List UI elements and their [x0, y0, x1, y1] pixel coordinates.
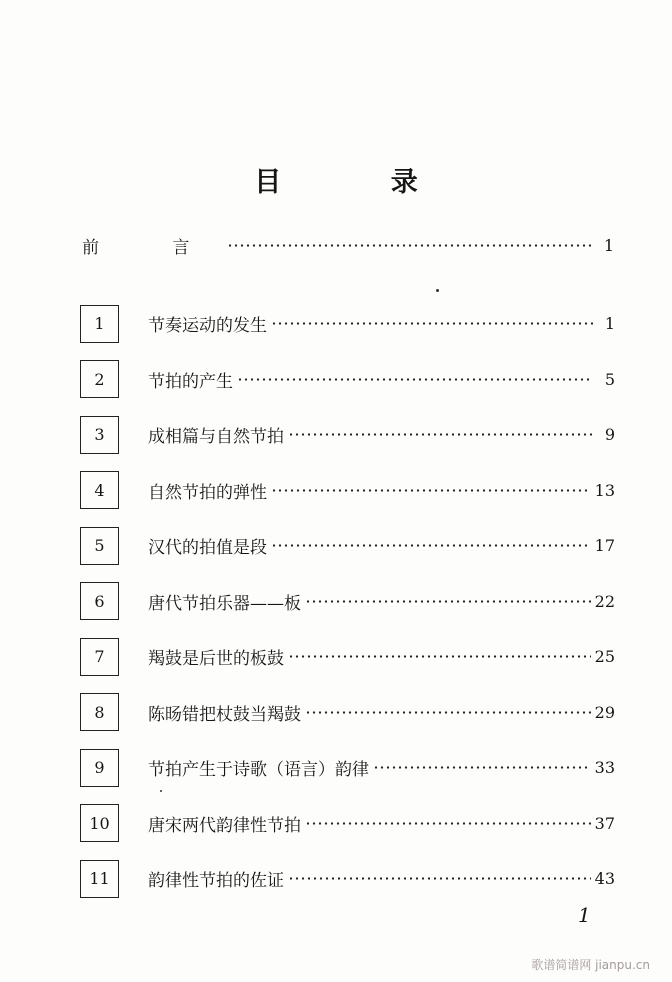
chapter-number-box: 10	[80, 804, 119, 842]
chapter-page-number: 17	[594, 536, 615, 556]
chapter-title: 节奏运动的发生	[148, 316, 267, 337]
chapter-title: 陈旸错把杖鼓当羯鼓	[148, 704, 301, 725]
chapter-title: 节拍的产生	[148, 371, 233, 392]
toc-entry[interactable]	[80, 740, 615, 796]
toc-entry[interactable]	[80, 796, 615, 852]
chapter-number-box: 2	[80, 360, 119, 398]
dot-leader	[271, 489, 591, 492]
dot-leader	[373, 766, 591, 769]
toc-entry[interactable]	[80, 851, 615, 907]
chapter-number-box: 8	[80, 693, 119, 731]
toc-preface[interactable]	[82, 233, 614, 257]
page-number: 1	[578, 903, 591, 927]
dot-leader	[305, 711, 591, 714]
chapter-number-box: 9	[80, 749, 119, 787]
chapter-page-number: 25	[594, 647, 615, 667]
toc-entry[interactable]	[80, 574, 615, 630]
toc-entry[interactable]	[80, 685, 615, 741]
dot-leader	[271, 322, 593, 325]
toc-entry[interactable]	[80, 296, 615, 352]
chapter-page-number: 29	[594, 702, 615, 722]
page-title: 目 录	[254, 167, 468, 198]
dot-leader	[305, 822, 591, 825]
chapter-title: 唐代节拍乐器——板	[148, 593, 301, 614]
chapter-page-number: 43	[594, 869, 615, 889]
preface-label: 前 言	[82, 237, 224, 258]
toc-entry[interactable]	[80, 518, 615, 574]
toc-entry[interactable]	[80, 463, 615, 519]
dot-leader	[237, 378, 593, 381]
scan-speck	[160, 790, 162, 792]
chapter-number-box: 5	[80, 527, 119, 565]
dot-leader	[271, 544, 591, 547]
chapter-title: 自然节拍的弹性	[148, 482, 267, 503]
preface-page-number: 1	[603, 235, 614, 255]
toc-entry[interactable]	[80, 407, 615, 463]
chapter-page-number: 9	[604, 425, 615, 445]
dot-leader	[305, 600, 591, 603]
toc-entry[interactable]	[80, 352, 615, 408]
toc-list	[80, 296, 615, 907]
chapter-number-box: 6	[80, 582, 119, 620]
dot-leader	[227, 244, 592, 247]
chapter-title: 成相篇与自然节拍	[148, 427, 284, 448]
chapter-page-number: 5	[604, 369, 615, 389]
chapter-page-number: 22	[594, 591, 615, 611]
chapter-number-box: 7	[80, 638, 119, 676]
chapter-page-number: 13	[594, 480, 615, 500]
chapter-page-number: 1	[604, 314, 615, 334]
chapter-title: 汉代的拍值是段	[148, 538, 267, 559]
chapter-number-box: 11	[80, 860, 119, 898]
watermark-text: 歌谱简谱网 jianpu.cn	[531, 958, 650, 972]
chapter-title: 唐宋两代韵律性节拍	[148, 815, 301, 836]
chapter-number-box: 3	[80, 416, 119, 454]
scan-speck	[436, 289, 439, 292]
dot-leader	[288, 877, 591, 880]
chapter-page-number: 33	[594, 758, 615, 778]
dot-leader	[288, 433, 593, 436]
chapter-title: 韵律性节拍的佐证	[148, 871, 284, 892]
chapter-number-box: 1	[80, 305, 119, 343]
chapter-number-box: 4	[80, 471, 119, 509]
toc-entry[interactable]	[80, 629, 615, 685]
dot-leader	[288, 655, 591, 658]
chapter-page-number: 37	[594, 813, 615, 833]
chapter-title: 节拍产生于诗歌（语言）韵律	[148, 760, 369, 781]
chapter-title: 羯鼓是后世的板鼓	[148, 649, 284, 670]
